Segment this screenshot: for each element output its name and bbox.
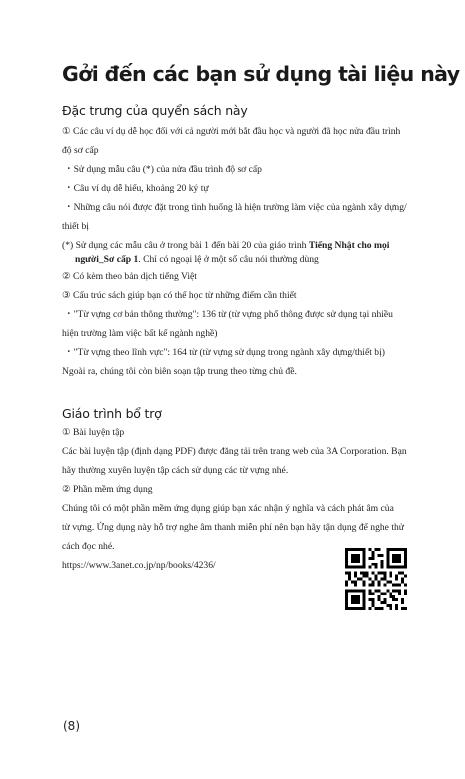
footnote-line: [75, 254, 435, 266]
text-line: Các bài luyện tập (định dạng PDF) được đăng tải trên trang web của 3A Corporation. Bạn: [62, 446, 407, 457]
text-line: ② Phần mềm ứng dụng: [62, 484, 153, 495]
text-line: thiết bị: [62, 221, 89, 232]
book-title: Tiếng Nhật cho mọi: [308, 240, 390, 251]
url-link[interactable]: https://www.3anet.co.jp/np/books/4236/: [62, 560, 216, 571]
footnote-text: (*) Sử dụng các mẫu câu ở trong bài 1 đến bài 20 của giáo trình: [62, 240, 309, 251]
bullet-line: ・"Từ vựng theo lĩnh vực": 164 từ (từ vựng sử dụng trong ngành xây dựng/thiết bị): [64, 347, 385, 358]
section-heading-supplementary: Giáo trình bổ trợ: [62, 406, 162, 421]
text-line: ③ Cấu trúc sách giúp bạn có thể học từ những điểm cần thiết: [62, 290, 297, 301]
bullet-line: ・"Từ vựng cơ bản thông thường": 136 từ (từ vựng phổ thông được sử dụng tại nhiều: [64, 309, 393, 320]
footnote-line: [62, 240, 422, 252]
text-line: Ngoài ra, chúng tôi còn biên soạn tập trung theo từng chủ đề.: [62, 366, 297, 377]
text-line: độ sơ cấp: [62, 145, 99, 156]
page-title: Gởi đến các bạn sử dụng tài liệu này: [62, 62, 460, 86]
text-line: cách đọc nhé.: [62, 541, 115, 552]
book-title: người_Sơ cấp 1: [75, 254, 139, 265]
footnote-text: . Chỉ có ngoại lệ ở một số câu nói thường dùng: [138, 254, 319, 265]
section-heading-features: Đặc trưng của quyển sách này: [62, 103, 248, 118]
text-line: ② Có kèm theo bản dịch tiếng Việt: [62, 271, 197, 282]
bullet-line: ・Câu ví dụ dễ hiểu, khoảng 20 ký tự: [64, 183, 209, 194]
qr-code-icon: [345, 548, 407, 610]
text-line: hiện trường làm việc bất kể ngành nghề): [62, 328, 218, 339]
text-line: ① Bài luyện tập: [62, 427, 125, 438]
bullet-line: ・Sử dụng mẫu câu (*) của nửa đầu trình độ sơ cấp: [64, 164, 262, 175]
text-line: từ vựng. Ứng dụng này hỗ trợ nghe âm thanh miễn phí nên bạn hãy tận dụng để nghe thử: [62, 522, 404, 533]
text-line: Chúng tôi có một phần mềm ứng dụng giúp bạn xác nhận ý nghĩa và cách phát âm của: [62, 503, 394, 514]
text-line: ① Các câu ví dụ dễ học đối với cả người mới bắt đầu học và người đã học nửa đầu trình: [62, 126, 401, 137]
text-line: hãy thường xuyên luyện tập cách sử dụng các từ vựng nhé.: [62, 465, 289, 476]
page-number: (8): [63, 719, 80, 733]
bullet-line: ・Những câu nói được đặt trong tình huống là hiện trường làm việc của ngành xây dựng/: [64, 202, 407, 213]
